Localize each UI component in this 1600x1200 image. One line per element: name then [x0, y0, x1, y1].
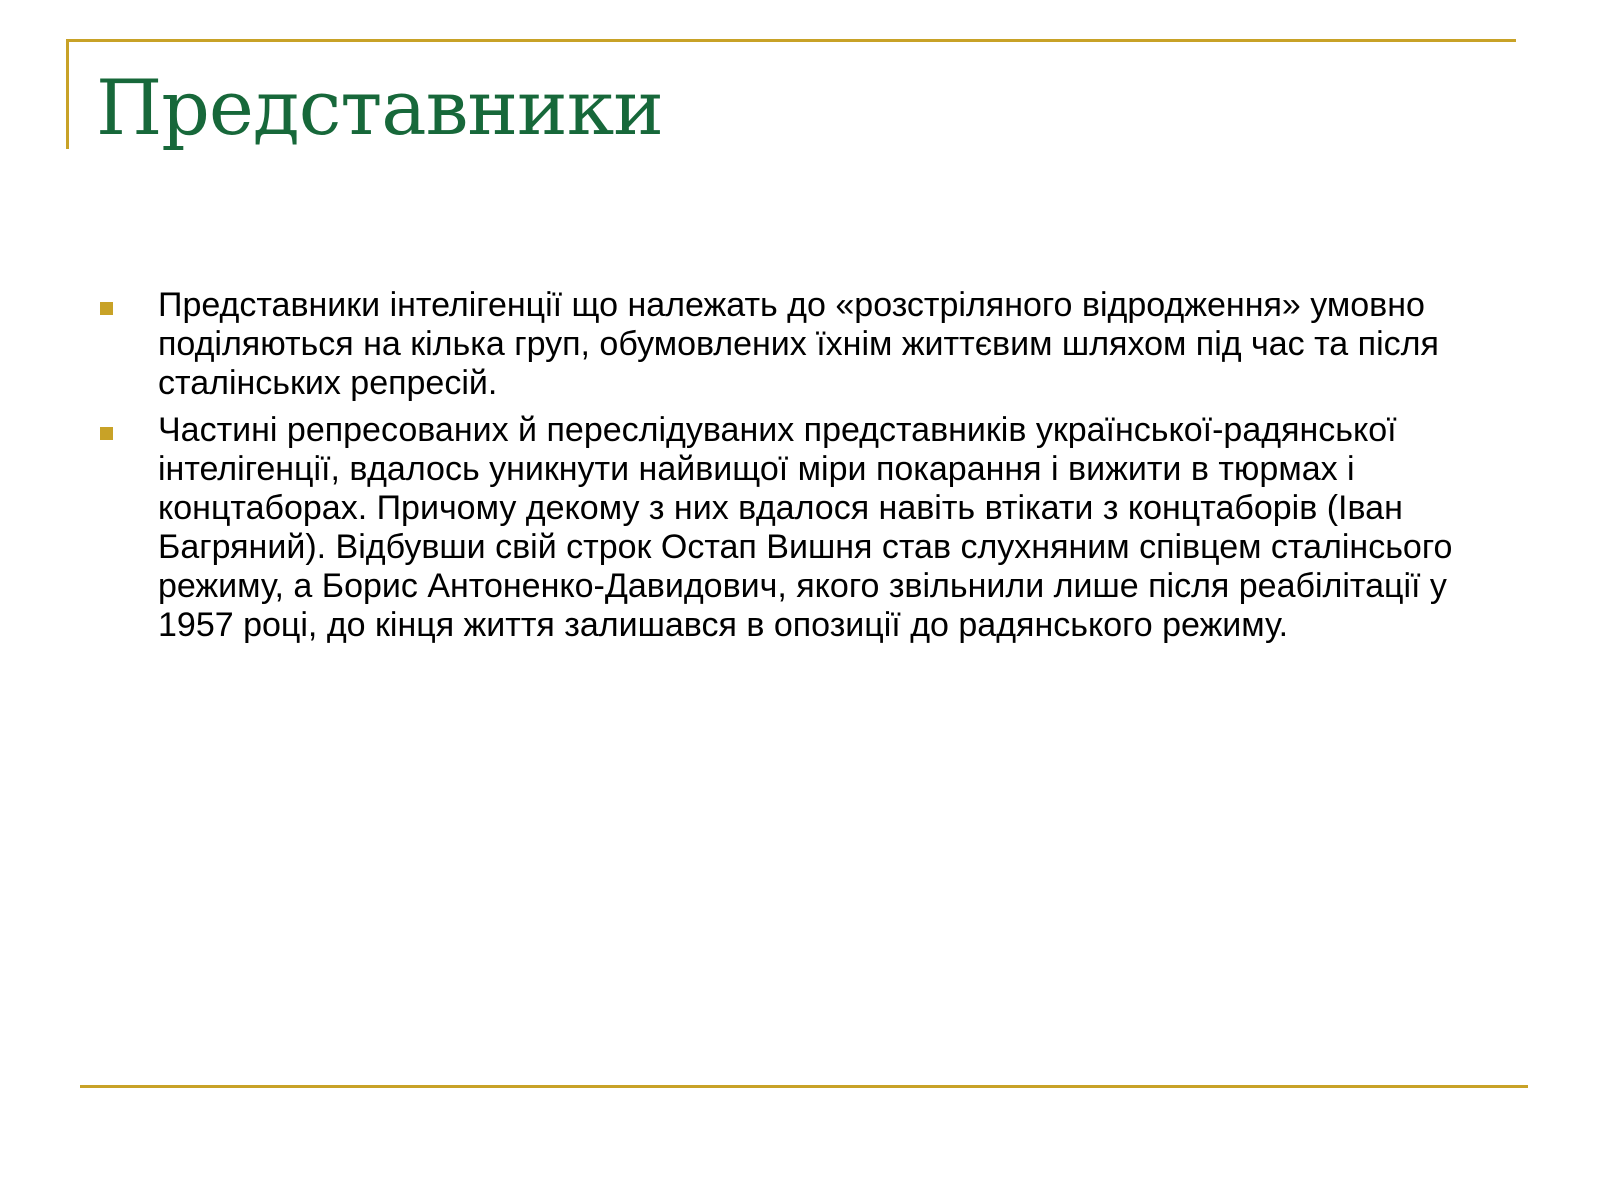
slide-title: Представники: [96, 63, 663, 152]
bullet-text: Частині репресованих й переслідуваних представників української-радянської інтелігенції, вдалось уникнути найвищої міри покарання і вижити в тюрмах і концтаборах. Причому декому з них вдалося навіть втікати з концтаборів (Іван Багряний). Відбувши свій строк Остап Вишня став слухняним співцем сталінсього режиму, а Борис Антоненко-Давидович, якого звільнили лише після реабілітації у 1957 році, до кінця життя залишався в опозиції до радянського режиму.: [158, 411, 1453, 644]
square-bullet-icon: [100, 427, 113, 440]
left-border-line: [66, 39, 69, 149]
top-border-line: [66, 39, 1516, 42]
bullet-item: [96, 286, 1526, 403]
bullet-text: Представники інтелігенції що належать до «розстріляного відродження» умовно поділяються на кілька груп, обумовлених їхнім життєвим шляхом під час та після сталінських репресій.: [158, 286, 1439, 402]
square-bullet-icon: [100, 302, 113, 315]
bullet-list: [96, 286, 1526, 653]
bottom-border-line: [80, 1085, 1528, 1088]
bullet-item: [96, 411, 1526, 645]
